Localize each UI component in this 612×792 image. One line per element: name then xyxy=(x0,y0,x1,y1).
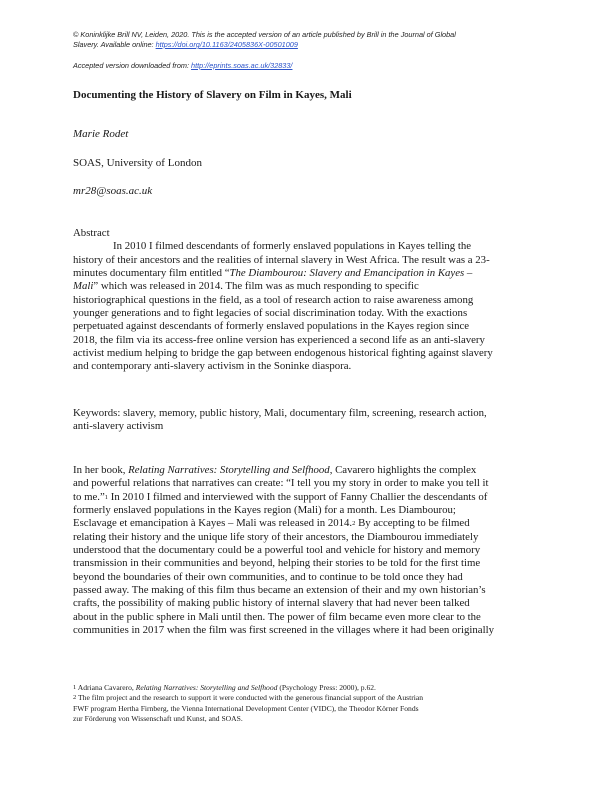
footnote-ref-2[interactable]: 2 xyxy=(352,520,356,528)
body-line: and powerful relations that narratives can create: “I tell you my story in order to make you tell it xyxy=(73,477,489,490)
footnotes xyxy=(73,683,543,724)
body-line: transmission in their communities and beyond, helping their stories to be told for the first time xyxy=(73,557,481,570)
abstract-line: younger generations and to fight legacies of social discrimination today. With the exactions xyxy=(73,307,468,320)
body-line: about in the public sphere in Mali until then. The power of film became even more clear to the xyxy=(73,610,481,623)
copyright-notice xyxy=(73,30,543,50)
author-email: mr28@soas.ac.uk xyxy=(73,185,153,197)
body-line: communities in 2017 when the film was first screened in the villages where it had been originally xyxy=(73,624,494,637)
body-line: to me.”1 In 2010 I filmed and interviewed with the support of Fanny Challier the descendants of xyxy=(73,490,488,503)
body-line: In her book, Relating Narratives: Storytelling and Selfhood, Cavarero highlights the complex xyxy=(73,464,477,476)
download-notice xyxy=(73,61,543,71)
abstract-line: minutes documentary film entitled “The Diambourou: Slavery and Emancipation in Kayes – xyxy=(73,267,473,280)
eprints-link[interactable]: http://eprints.soas.ac.uk/32833/ xyxy=(191,61,293,70)
abstract-line: 2018, the film via its access-free online version has experienced a second life as an anti-slavery xyxy=(73,333,485,346)
footnote-2: 2 The film project and the research to support it were conducted with the generous financial support of the Austrian xyxy=(73,693,423,703)
abstract-line: historiographical questions in the field, as a tool of research action to raise awareness among xyxy=(73,293,474,306)
body-line: beyond the boundaries of their own communities, and to continue to be told once they had xyxy=(73,570,463,583)
copyright-line-2 xyxy=(73,40,543,50)
author-affiliation: SOAS, University of London xyxy=(73,157,202,169)
body-text xyxy=(73,464,541,637)
body-line: Esclavage et emancipation à Kayes – Mali was released in 2014.2 By accepting to be filmed xyxy=(73,517,470,530)
abstract-section xyxy=(73,227,541,374)
abstract-line: In 2010 I filmed descendants of formerly enslaved populations in Kayes telling the xyxy=(113,240,472,253)
footnote-2-cont: zur Förderung von Wissenschaft und Kunst, and SOAS. xyxy=(73,713,243,723)
abstract-line: Mali” which was released in 2014. The film was as much responding to specific xyxy=(73,280,419,293)
author-name: Marie Rodet xyxy=(73,128,129,140)
body-line: formerly enslaved populations in the Kayes region (Mali) for a month. Les Diambourou; xyxy=(73,504,456,517)
body-line: understood that the documentary could be a powerful tool and vehicle for history and memory xyxy=(73,544,481,557)
paper-title: Documenting the History of Slavery on Film in Kayes, Mali xyxy=(73,89,352,101)
footnote-2-cont: FWF program Hertha Firnberg, the Vienna International Development Center (VIDC), the Theodor Körner Fonds xyxy=(73,703,419,713)
downloaded-label: Accepted version downloaded from: xyxy=(73,61,192,70)
body-line: crafts, the possibility of making public history of internal slavery that had never been talked xyxy=(73,597,470,610)
keywords-line: Keywords: slavery, memory, public history, Mali, documentary film, screening, research action, xyxy=(73,407,487,419)
abstract-line: history of their ancestors and the realities of internal slavery in West Africa. The result was a 23- xyxy=(73,253,490,266)
abstract-line: and contemporary anti-slavery activism in the Soninke diaspora. xyxy=(73,360,352,373)
available-online-label: Slavery. Available online: xyxy=(73,40,156,49)
copyright-line-1: © Koninklijke Brill NV, Leiden, 2020. This is the accepted version of an article published by Brill in the Journal of Global xyxy=(73,30,456,39)
footnote-ref-1[interactable]: 1 xyxy=(104,493,109,501)
abstract-line: activist medium helping to bridge the gap between endogenous historical fighting against slavery xyxy=(73,347,493,360)
film-title: The Diambourou: Slavery and Emancipation in Kayes – xyxy=(229,267,473,280)
abstract-heading: Abstract xyxy=(73,227,110,239)
keywords-section xyxy=(73,407,541,434)
body-line: passed away. The making of this film thus became an extension of their and my own historian’s xyxy=(73,584,486,597)
abstract-line: perpetuated against descendants of formerly enslaved populations in the Kayes region since xyxy=(73,320,470,333)
doi-link[interactable]: https://doi.org/10.1163/2405836X-00501009 xyxy=(155,40,298,49)
footnote-1: 1 Adriana Cavarero, Relating Narratives: Storytelling and Selfhood (Psychology Press: 2000), p.62. xyxy=(73,683,376,692)
keywords-line: anti-slavery activism xyxy=(73,420,164,433)
body-line: relating their history and the unique life story of their ancestors, the Diambourou immediately xyxy=(73,530,479,543)
book-title: Relating Narratives: Storytelling and Selfhood xyxy=(128,464,330,476)
